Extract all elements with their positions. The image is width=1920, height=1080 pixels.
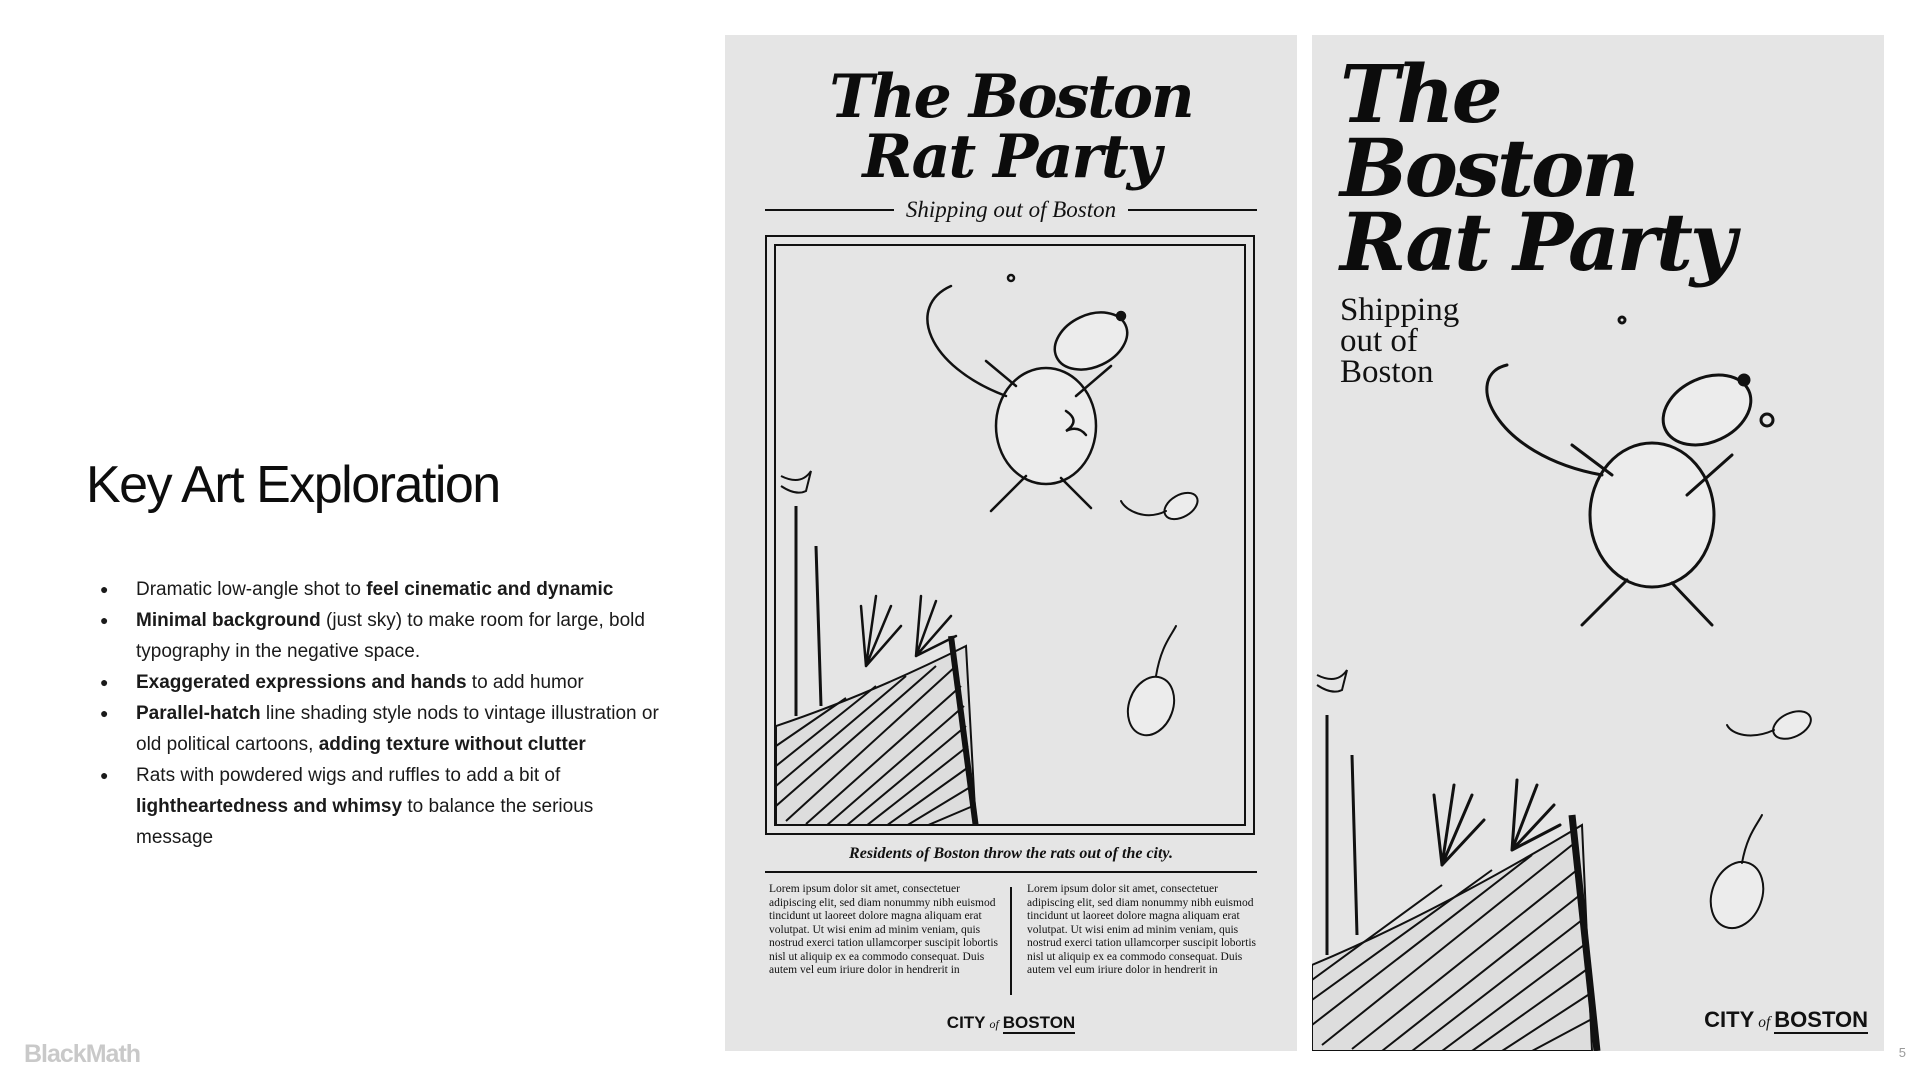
city-of-boston-logo: CITY of BOSTON: [1704, 1007, 1868, 1032]
poster-title: The Boston Rat Party: [829, 62, 1193, 192]
slide-title: Key Art Exploration: [86, 456, 500, 514]
poster-full-bleed-layout: [1312, 35, 1884, 1051]
page-number: 5: [1898, 1045, 1906, 1060]
bullet-item: ● Exaggerated expressions and hands to add humor: [100, 667, 660, 698]
column-divider: [1010, 887, 1012, 995]
bullet-item: ● Minimal background (just sky) to make room for large, bold typography in the negative space.: [100, 605, 660, 667]
bullet-item: ● Dramatic low-angle shot to feel cinematic and dynamic: [100, 574, 660, 605]
divider: [765, 871, 1257, 873]
poster-newspaper-layout: [725, 35, 1297, 1051]
illustration-frame: [765, 235, 1255, 835]
city-of-boston-logo: CITY of BOSTON: [946, 1013, 1076, 1032]
bullet-item: ● Rats with powdered wigs and ruffles to add a bit of lightheartedness and whimsy to balance the serious message: [100, 760, 660, 853]
body-column-left: Lorem ipsum dolor sit amet, consectetuer adipiscing elit, sed diam nonummy nibh euismod tincidunt ut laoreet dolore magna aliquam erat volutpat. Ut wisi enim ad minim veniam, quis nostrud exerci tation ullamcorper suscipit lobortis nisl ut aliquip ex ea commodo consequat. Duis autem vel eum iriure dolor in hendrerit in: [769, 883, 998, 976]
illustration: [774, 244, 1246, 826]
poster-subtitle: Shipping out of Boston: [1340, 292, 1460, 390]
brand-logo: BlackMath: [24, 1040, 141, 1068]
body-column-right: Lorem ipsum dolor sit amet, consectetuer adipiscing elit, sed diam nonummy nibh euismod tincidunt ut laoreet dolore magna aliquam erat volutpat. Ut wisi enim ad minim veniam, quis nostrud exerci tation ullamcorper suscipit lobortis nisl ut aliquip ex ea commodo consequat. Duis autem vel eum iriure dolor in hendrerit in: [1027, 883, 1256, 976]
rat-illustration: [776, 246, 1246, 826]
poster-title: The Boston Rat Party: [1340, 47, 1734, 289]
bullet-item: ● Parallel-hatch line shading style nods to vintage illustration or old political cartoons, adding texture without clutter: [100, 698, 660, 760]
divider: [765, 209, 894, 211]
poster-subtitle: Shipping out of Boston: [905, 197, 1117, 222]
divider: [1128, 209, 1257, 211]
subtitle-row: [765, 197, 1257, 223]
illustration-caption: Residents of Boston throw the rats out of the city.: [849, 845, 1173, 862]
bullet-list: [100, 574, 660, 853]
